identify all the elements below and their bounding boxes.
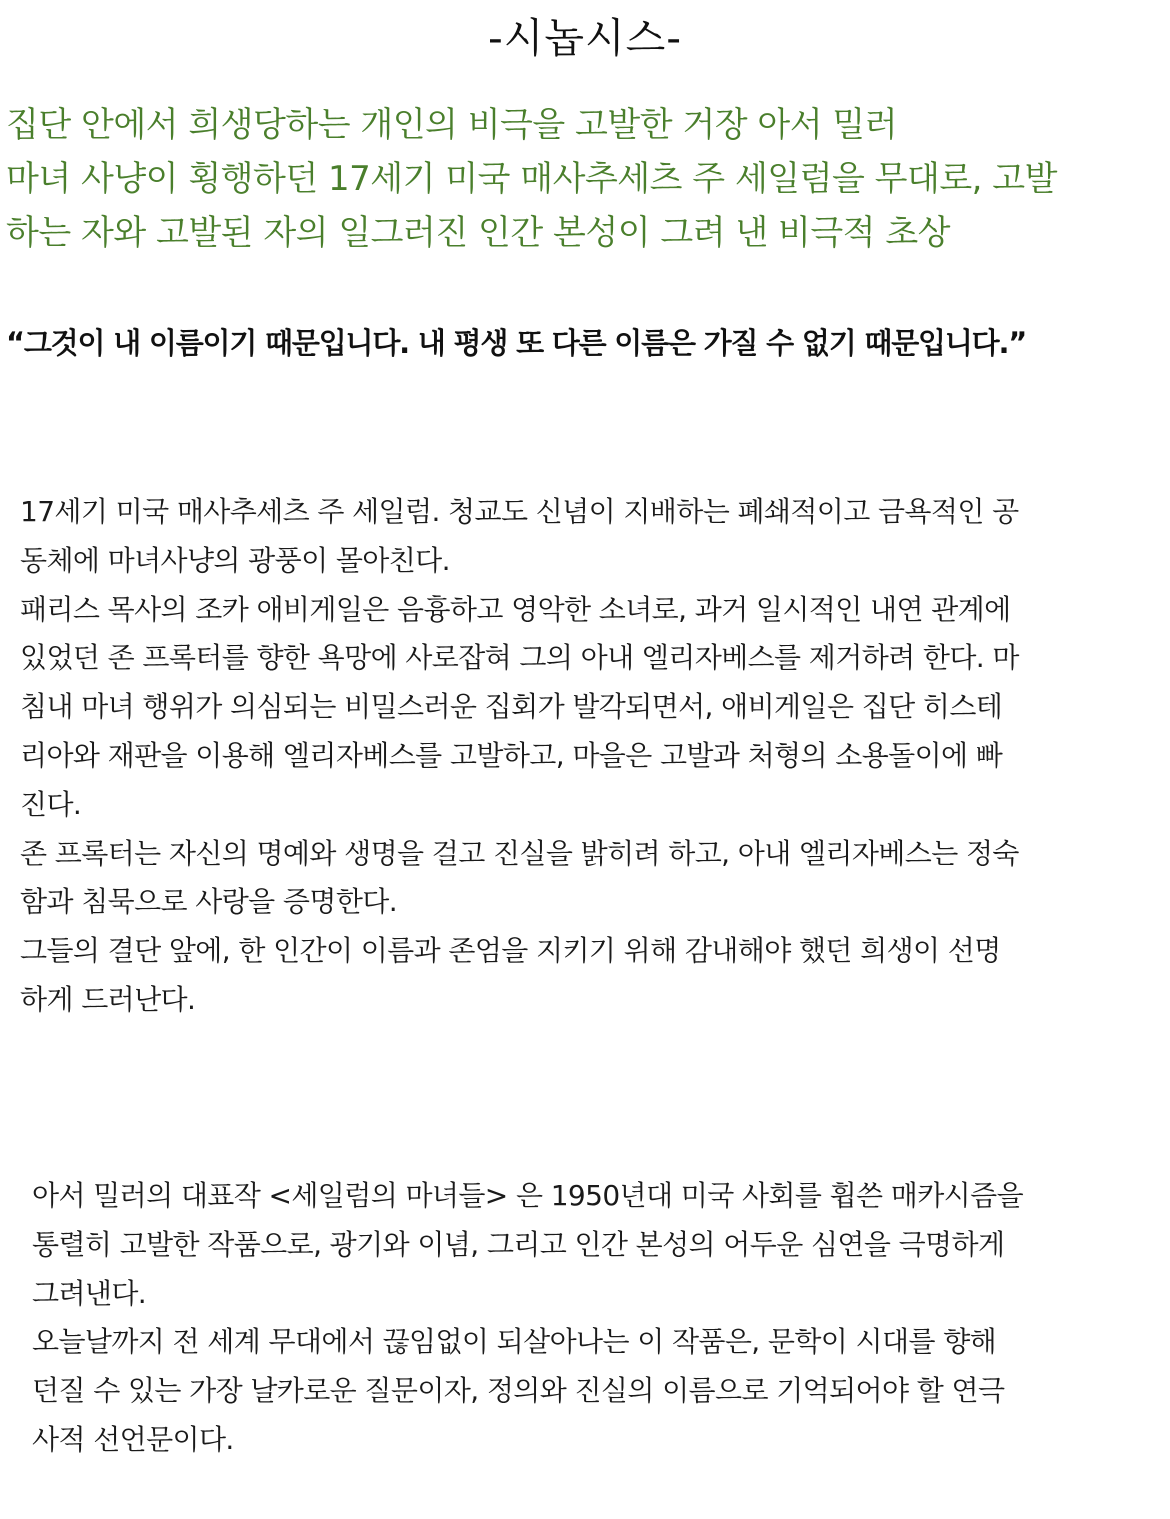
synopsis-line: 진다. bbox=[20, 787, 82, 821]
about-line: 던질 수 있는 가장 날카로운 질문이자, 정의와 진실의 이름으로 기억되어야 할 연극 bbox=[32, 1374, 1005, 1408]
synopsis-line: 존 프록터는 자신의 명예와 생명을 걸고 진실을 밝히려 하고, 아내 엘리자베스는 정숙 bbox=[20, 836, 1019, 870]
synopsis-line: 동체에 마녀사냥의 광풍이 몰아친다. bbox=[20, 543, 450, 577]
synopsis-line: 리아와 재판을 이용해 엘리자베스를 고발하고, 마을은 고발과 처형의 소용돌이에 빠 bbox=[20, 738, 1003, 772]
synopsis-line: 함과 침묵으로 사랑을 증명한다. bbox=[20, 885, 398, 919]
tagline-line: 집단 안에서 희생당하는 개인의 비극을 고발한 거장 아서 밀러 bbox=[6, 105, 898, 145]
tagline-block bbox=[6, 98, 1166, 260]
synopsis-line: 하게 드러난다. bbox=[20, 982, 196, 1016]
synopsis-paragraph bbox=[20, 488, 1150, 1025]
about-line: 그려낸다. bbox=[32, 1276, 147, 1310]
synopsis-line: 있었던 존 프록터를 향한 욕망에 사로잡혀 그의 아내 엘리자베스를 제거하려 한다. 마 bbox=[20, 641, 1019, 675]
pull-quote: “그것이 내 이름이기 때문입니다. 내 평생 또 다른 이름은 가질 수 없기 때문입니다.” bbox=[6, 326, 1027, 360]
about-line: 오늘날까지 전 세계 무대에서 끊임없이 되살아나는 이 작품은, 문학이 시대를 향해 bbox=[32, 1325, 997, 1359]
tagline-line: 하는 자와 고발된 자의 일그러진 인간 본성이 그려 낸 비극적 초상 bbox=[6, 213, 951, 253]
synopsis-line: 그들의 결단 앞에, 한 인간이 이름과 존엄을 지키기 위해 감내해야 했던 희생이 선명 bbox=[20, 934, 1001, 968]
synopsis-line: 패리스 목사의 조카 애비게일은 음흉하고 영악한 소녀로, 과거 일시적인 내연 관계에 bbox=[20, 592, 1011, 626]
synopsis-line: 17세기 미국 매사추세츠 주 세일럼. 청교도 신념이 지배하는 폐쇄적이고 금욕적인 공 bbox=[20, 495, 1019, 528]
about-line: 아서 밀러의 대표작 <세일럼의 마녀들> 은 1950년대 미국 사회를 휩쓴 매카시즘을 bbox=[32, 1179, 1024, 1212]
about-line: 통렬히 고발한 작품으로, 광기와 이념, 그리고 인간 본성의 어두운 심연을 극명하게 bbox=[32, 1227, 1005, 1261]
synopsis-line: 침내 마녀 행위가 의심되는 비밀스러운 집회가 발각되면서, 애비게일은 집단 히스테 bbox=[20, 690, 1003, 724]
about-work-paragraph bbox=[32, 1172, 1142, 1465]
tagline-line: 마녀 사냥이 횡행하던 17세기 미국 매사추세츠 주 세일럼을 무대로, 고발 bbox=[6, 159, 1057, 199]
about-line: 사적 선언문이다. bbox=[32, 1422, 234, 1456]
page-title: -시놉시스- bbox=[487, 14, 682, 62]
